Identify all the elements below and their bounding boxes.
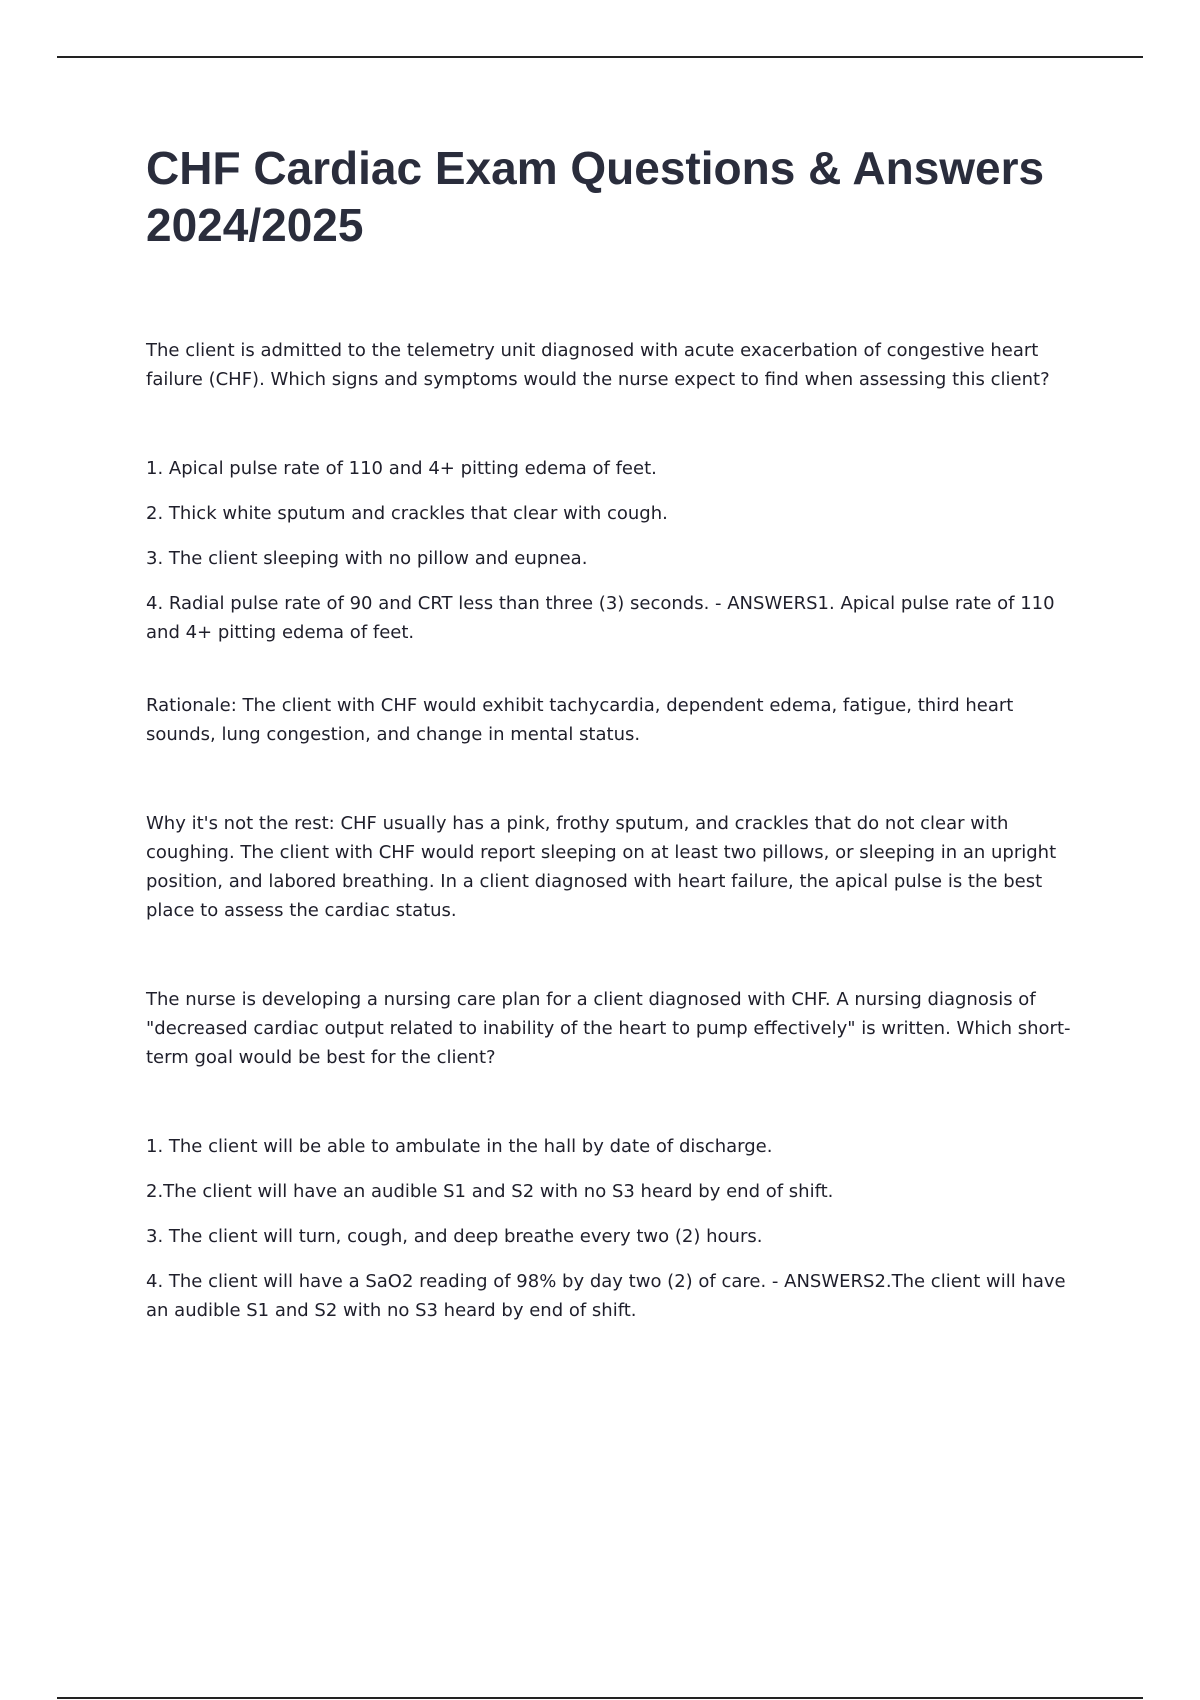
answer-option: 1. The client will be able to ambulate in the hall by date of discharge. [146, 1136, 773, 1157]
answer-options [146, 1132, 1086, 1325]
answer-option: 2.The client will have an audible S1 and S2 with no S3 heard by end of shift. [146, 1181, 834, 1202]
answer-option: 4. Radial pulse rate of 90 and CRT less than three (3) seconds. - ANSWERS1. Apical pulse rate of 110 and 4+ pitting edema of feet. [146, 593, 1055, 643]
answer-option: 3. The client sleeping with no pillow and eupnea. [146, 548, 588, 569]
question-block-2 [146, 985, 1086, 1325]
why-not-rest-text: Why it's not the rest: CHF usually has a pink, frothy sputum, and crackles that do not clear with coughing. The client with CHF would report sleeping on at least two pillows, or sleeping in an upright position, and labored breathing. In a client diagnosed with heart failure, the apical pulse is the best place to assess the cardiac status. [146, 813, 1057, 921]
question-stem: The client is admitted to the telemetry unit diagnosed with acute exacerbation of congestive heart failure (CHF). Which signs and symptoms would the nurse expect to find when assessing this client? [146, 340, 1050, 390]
answer-option: 4. The client will have a SaO2 reading of 98% by day two (2) of care. - ANSWERS2.The client will have an audible S1 and S2 with no S3 heard by end of shift. [146, 1271, 1066, 1321]
document-title: CHF Cardiac Exam Questions & Answers 2024/2025 [146, 142, 1045, 251]
answer-option: 1. Apical pulse rate of 110 and 4+ pitting edema of feet. [146, 458, 657, 479]
bottom-rule [57, 1697, 1143, 1699]
top-rule [57, 56, 1143, 58]
answer-options [146, 454, 1086, 647]
answer-option: 3. The client will turn, cough, and deep breathe every two (2) hours. [146, 1226, 763, 1247]
question-block-1 [146, 336, 1086, 925]
document-content [146, 140, 1086, 1341]
answer-option: 2. Thick white sputum and crackles that clear with cough. [146, 503, 668, 524]
question-stem: The nurse is developing a nursing care plan for a client diagnosed with CHF. A nursing diagnosis of "decreased cardiac output related to inability of the heart to pump effectively" is written. Which short-term goal would be best for the client? [146, 989, 1071, 1068]
rationale-text: Rationale: The client with CHF would exhibit tachycardia, dependent edema, fatigue, third heart sounds, lung congestion, and change in mental status. [146, 695, 1014, 745]
